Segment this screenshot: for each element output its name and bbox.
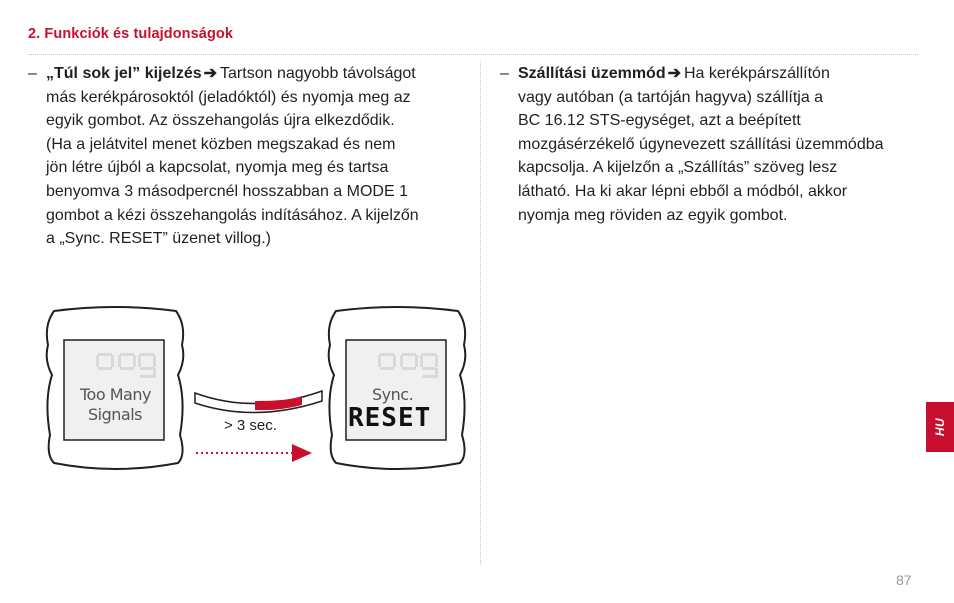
text-line: nyomja meg röviden az egyik gombot. — [518, 206, 788, 224]
section-title: 2. Funkciók és tulajdonságok — [28, 26, 234, 42]
text-line: más kerékpárosoktól (jeladóktól) és nyomja meg az — [46, 88, 411, 106]
text-line: BC 16.12 STS-egységet, azt a beépített — [518, 112, 801, 130]
device-illustration — [40, 305, 480, 475]
term-too-many-signals: „Túl sok jel” kijelzés — [46, 65, 202, 82]
too-many-signals-item — [28, 62, 448, 251]
header-divider — [28, 54, 918, 55]
language-tab-hu — [926, 402, 954, 452]
term-transport-mode: Szállítási üzemmód — [518, 65, 666, 82]
left-column — [28, 62, 448, 251]
language-tab-label: HU — [933, 417, 947, 437]
text-line: mozgásérzékelő úgynevezett szállítási üzemmódba — [518, 135, 884, 153]
text-line: a „Sync. RESET” üzenet villog.) — [46, 230, 271, 248]
device-2-line1: Sync. — [372, 385, 414, 404]
text-line: Ha kerékpárszállítón — [684, 65, 830, 82]
text-line: jön létre újból a kapcsolat, nyomja meg és tartsa — [46, 159, 389, 177]
right-column — [500, 62, 910, 227]
arrow-right-icon: ➔ — [203, 65, 218, 82]
text-line: vagy autóban (a tartóján hagyva) szállítja a — [518, 88, 824, 106]
hold-duration-label: > 3 sec. — [224, 417, 277, 434]
page-number: 87 — [896, 572, 912, 588]
text-line: egyik gombot. Az összehangolás újra elkezdődik. — [46, 112, 395, 130]
arrow-right-icon: ➔ — [667, 65, 681, 82]
text-line: kapcsolja. A kijelzőn a „Szállítás” szöveg lesz — [518, 159, 838, 177]
text-line: benyomva 3 másodpercnél hosszabban a MODE 1 — [46, 182, 408, 200]
device-2-line2: RESET — [348, 403, 432, 433]
bullet-dash: – — [28, 65, 37, 82]
text-line: látható. Ha ki akar lépni ebből a módból, akkor — [518, 182, 848, 200]
device-1-line2: Signals — [88, 405, 142, 424]
transport-mode-item — [500, 62, 910, 227]
column-divider — [480, 62, 481, 565]
hold-arrow-head — [292, 444, 312, 462]
text-line: Tartson nagyobb távolságot — [220, 65, 416, 82]
text-line: (Ha a jelátvitel menet közben megszakad és nem — [46, 135, 396, 153]
text-line: gombot a kézi összehangolás indításához. A kijelzőn — [46, 206, 419, 224]
device-1-line1: Too Many — [80, 385, 151, 404]
bullet-dash: – — [500, 65, 509, 82]
